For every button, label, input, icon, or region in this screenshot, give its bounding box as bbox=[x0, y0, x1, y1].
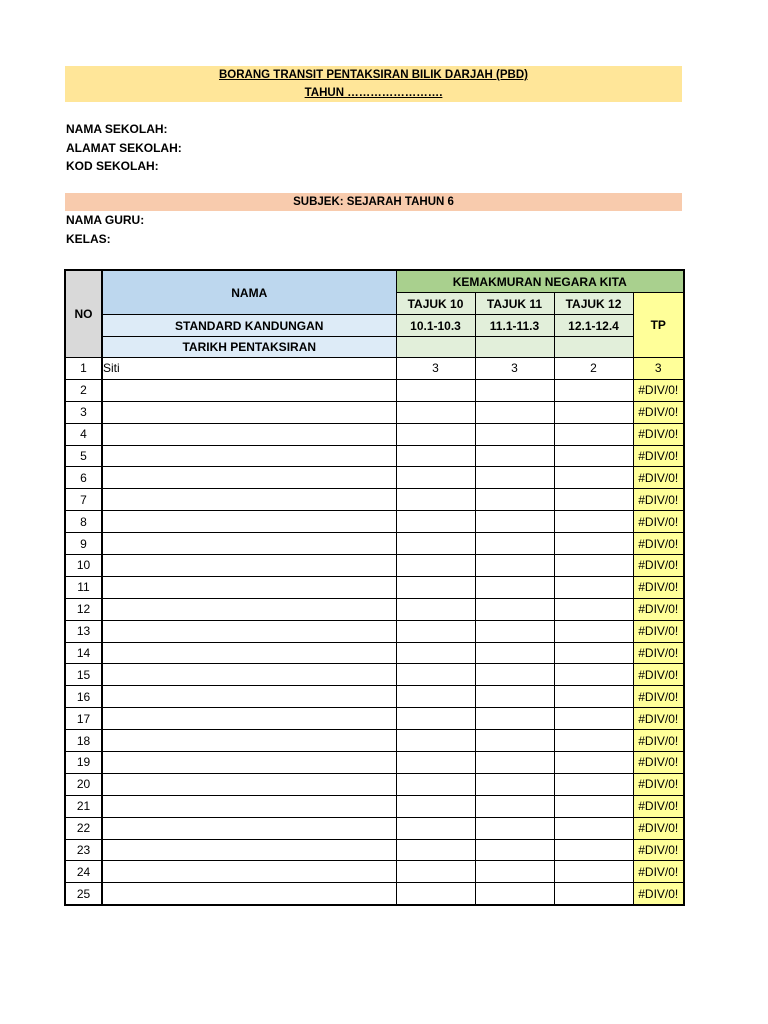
score-cell-tajuk-12[interactable] bbox=[554, 773, 633, 795]
tp-cell: #DIV/0! bbox=[633, 861, 684, 883]
student-name-cell[interactable] bbox=[102, 730, 396, 752]
score-cell-tajuk-11[interactable] bbox=[475, 401, 554, 423]
student-name-cell[interactable] bbox=[102, 752, 396, 774]
table-row bbox=[65, 401, 684, 423]
row-number: 12 bbox=[65, 598, 102, 620]
score-cell-tajuk-11[interactable] bbox=[475, 511, 554, 533]
tp-cell: #DIV/0! bbox=[633, 598, 684, 620]
score-cell-tajuk-10[interactable] bbox=[396, 795, 475, 817]
student-name-cell[interactable] bbox=[102, 423, 396, 445]
form-year: TAHUN ……………………. bbox=[304, 87, 443, 99]
student-name-cell[interactable] bbox=[102, 839, 396, 861]
score-cell-tajuk-10[interactable] bbox=[396, 817, 475, 839]
score-cell-tajuk-10[interactable] bbox=[396, 708, 475, 730]
table-row bbox=[65, 730, 684, 752]
score-cell-tajuk-10[interactable] bbox=[396, 379, 475, 401]
header-tajuk-12: TAJUK 12 bbox=[554, 293, 633, 315]
header-name: NAMA bbox=[102, 270, 396, 315]
student-name-cell[interactable] bbox=[102, 642, 396, 664]
row-number: 15 bbox=[65, 664, 102, 686]
table-row bbox=[65, 555, 684, 577]
score-cell-tajuk-11[interactable] bbox=[475, 533, 554, 555]
tp-cell: #DIV/0! bbox=[633, 620, 684, 642]
score-cell-tajuk-12[interactable] bbox=[554, 861, 633, 883]
tp-cell: #DIV/0! bbox=[633, 795, 684, 817]
table-row bbox=[65, 708, 684, 730]
tp-cell: #DIV/0! bbox=[633, 839, 684, 861]
score-cell-tajuk-11[interactable] bbox=[475, 795, 554, 817]
table-row bbox=[65, 839, 684, 861]
row-number: 3 bbox=[65, 401, 102, 423]
school-code-label: KOD SEKOLAH: bbox=[66, 159, 159, 173]
score-cell-tajuk-10[interactable] bbox=[396, 511, 475, 533]
class-label: KELAS: bbox=[66, 231, 111, 246]
score-cell-tajuk-11[interactable] bbox=[475, 664, 554, 686]
form-title: BORANG TRANSIT PENTAKSIRAN BILIK DARJAH (PBD) bbox=[218, 69, 528, 81]
student-name-cell[interactable] bbox=[102, 817, 396, 839]
score-cell-tajuk-11[interactable] bbox=[475, 379, 554, 401]
header-date: TARIKH PENTAKSIRAN bbox=[102, 337, 396, 358]
tp-cell: #DIV/0! bbox=[633, 752, 684, 774]
score-cell-tajuk-11[interactable] bbox=[475, 423, 554, 445]
tp-cell: #DIV/0! bbox=[633, 883, 684, 905]
row-number: 6 bbox=[65, 467, 102, 489]
tp-cell: #DIV/0! bbox=[633, 445, 684, 467]
score-cell-tajuk-11[interactable] bbox=[475, 861, 554, 883]
table-row bbox=[65, 358, 684, 380]
student-name-cell[interactable]: Siti bbox=[102, 358, 396, 380]
row-number: 4 bbox=[65, 423, 102, 445]
score-cell-tajuk-12[interactable] bbox=[554, 730, 633, 752]
header-code-12: 12.1-12.4 bbox=[554, 315, 633, 337]
student-name-cell[interactable] bbox=[102, 883, 396, 905]
school-name-label: NAMA SEKOLAH: bbox=[66, 122, 168, 136]
score-cell-tajuk-11[interactable] bbox=[475, 445, 554, 467]
row-number: 14 bbox=[65, 642, 102, 664]
table-row bbox=[65, 795, 684, 817]
table-row bbox=[65, 773, 684, 795]
table-row bbox=[65, 752, 684, 774]
student-name-cell[interactable] bbox=[102, 467, 396, 489]
header-tp: TP bbox=[633, 293, 684, 358]
table-row bbox=[65, 686, 684, 708]
row-number: 19 bbox=[65, 752, 102, 774]
score-cell-tajuk-10[interactable] bbox=[396, 576, 475, 598]
score-cell-tajuk-10[interactable] bbox=[396, 555, 475, 577]
score-cell-tajuk-10[interactable] bbox=[396, 773, 475, 795]
header-standard: STANDARD KANDUNGAN bbox=[102, 315, 396, 337]
score-cell-tajuk-10[interactable]: 3 bbox=[396, 358, 475, 380]
row-number: 17 bbox=[65, 708, 102, 730]
school-info bbox=[66, 120, 182, 176]
header-code-11: 11.1-11.3 bbox=[475, 315, 554, 337]
score-cell-tajuk-10[interactable] bbox=[396, 686, 475, 708]
student-name-cell[interactable] bbox=[102, 773, 396, 795]
score-cell-tajuk-12[interactable] bbox=[554, 555, 633, 577]
score-cell-tajuk-11[interactable] bbox=[475, 883, 554, 905]
row-number: 24 bbox=[65, 861, 102, 883]
table-row bbox=[65, 533, 684, 555]
score-cell-tajuk-12[interactable] bbox=[554, 839, 633, 861]
tp-cell: #DIV/0! bbox=[633, 555, 684, 577]
student-name-cell[interactable] bbox=[102, 708, 396, 730]
row-number: 2 bbox=[65, 379, 102, 401]
teacher-name-label: NAMA GURU: bbox=[66, 213, 145, 227]
row-number: 8 bbox=[65, 511, 102, 533]
score-cell-tajuk-10[interactable] bbox=[396, 642, 475, 664]
score-cell-tajuk-11[interactable] bbox=[475, 730, 554, 752]
header-tajuk-11: TAJUK 11 bbox=[475, 293, 554, 315]
score-cell-tajuk-11[interactable] bbox=[475, 576, 554, 598]
table-row bbox=[65, 620, 684, 642]
score-cell-tajuk-10[interactable] bbox=[396, 423, 475, 445]
tp-cell: #DIV/0! bbox=[633, 533, 684, 555]
student-name-cell[interactable] bbox=[102, 861, 396, 883]
tp-cell: 3 bbox=[633, 358, 684, 380]
subject-label: SUBJEK: SEJARAH TAHUN 6 bbox=[293, 196, 454, 208]
score-cell-tajuk-11[interactable] bbox=[475, 489, 554, 511]
tp-cell: #DIV/0! bbox=[633, 708, 684, 730]
row-number: 16 bbox=[65, 686, 102, 708]
table-row bbox=[65, 861, 684, 883]
row-number: 13 bbox=[65, 620, 102, 642]
score-cell-tajuk-12[interactable] bbox=[554, 489, 633, 511]
score-cell-tajuk-10[interactable] bbox=[396, 839, 475, 861]
header-code-10: 10.1-10.3 bbox=[396, 315, 475, 337]
row-number: 11 bbox=[65, 576, 102, 598]
score-cell-tajuk-12[interactable] bbox=[554, 620, 633, 642]
score-cell-tajuk-12[interactable] bbox=[554, 511, 633, 533]
table-row bbox=[65, 423, 684, 445]
score-cell-tajuk-11[interactable] bbox=[475, 467, 554, 489]
score-cell-tajuk-12[interactable] bbox=[554, 401, 633, 423]
tp-cell: #DIV/0! bbox=[633, 730, 684, 752]
tp-cell: #DIV/0! bbox=[633, 489, 684, 511]
student-name-cell[interactable] bbox=[102, 489, 396, 511]
tp-cell: #DIV/0! bbox=[633, 401, 684, 423]
row-number: 23 bbox=[65, 839, 102, 861]
tp-cell: #DIV/0! bbox=[633, 686, 684, 708]
score-cell-tajuk-12[interactable] bbox=[554, 423, 633, 445]
score-cell-tajuk-12[interactable] bbox=[554, 795, 633, 817]
teacher-info bbox=[66, 211, 144, 248]
row-number: 18 bbox=[65, 730, 102, 752]
date-cell-11[interactable] bbox=[475, 337, 554, 358]
score-cell-tajuk-12[interactable]: 2 bbox=[554, 358, 633, 380]
student-name-cell[interactable] bbox=[102, 511, 396, 533]
student-name-cell[interactable] bbox=[102, 555, 396, 577]
header-tajuk-10: TAJUK 10 bbox=[396, 293, 475, 315]
table-row bbox=[65, 445, 684, 467]
table-row bbox=[65, 511, 684, 533]
row-number: 1 bbox=[65, 358, 102, 380]
score-cell-tajuk-11[interactable] bbox=[475, 642, 554, 664]
table-row bbox=[65, 379, 684, 401]
header-no: NO bbox=[65, 270, 102, 358]
school-address-label: ALAMAT SEKOLAH: bbox=[66, 140, 182, 155]
score-cell-tajuk-11[interactable] bbox=[475, 839, 554, 861]
score-cell-tajuk-10[interactable] bbox=[396, 401, 475, 423]
score-cell-tajuk-10[interactable] bbox=[396, 883, 475, 905]
table-row bbox=[65, 883, 684, 905]
score-cell-tajuk-11[interactable] bbox=[475, 620, 554, 642]
score-cell-tajuk-12[interactable] bbox=[554, 752, 633, 774]
date-cell-10[interactable] bbox=[396, 337, 475, 358]
assessment-table bbox=[64, 269, 685, 906]
student-name-cell[interactable] bbox=[102, 620, 396, 642]
table-row bbox=[65, 664, 684, 686]
score-cell-tajuk-10[interactable] bbox=[396, 489, 475, 511]
row-number: 25 bbox=[65, 883, 102, 905]
table-row bbox=[65, 642, 684, 664]
score-cell-tajuk-10[interactable] bbox=[396, 445, 475, 467]
student-name-cell[interactable] bbox=[102, 576, 396, 598]
student-name-cell[interactable] bbox=[102, 445, 396, 467]
header-topic-group: KEMAKMURAN NEGARA KITA bbox=[396, 270, 684, 293]
score-cell-tajuk-12[interactable] bbox=[554, 883, 633, 905]
score-cell-tajuk-11[interactable]: 3 bbox=[475, 358, 554, 380]
score-cell-tajuk-12[interactable] bbox=[554, 664, 633, 686]
table-row bbox=[65, 489, 684, 511]
student-name-cell[interactable] bbox=[102, 533, 396, 555]
row-number: 9 bbox=[65, 533, 102, 555]
row-number: 10 bbox=[65, 555, 102, 577]
score-cell-tajuk-10[interactable] bbox=[396, 752, 475, 774]
row-number: 5 bbox=[65, 445, 102, 467]
row-number: 20 bbox=[65, 773, 102, 795]
subject-band bbox=[65, 193, 682, 211]
score-cell-tajuk-12[interactable] bbox=[554, 642, 633, 664]
row-number: 22 bbox=[65, 817, 102, 839]
score-cell-tajuk-11[interactable] bbox=[475, 686, 554, 708]
score-cell-tajuk-12[interactable] bbox=[554, 817, 633, 839]
table-row bbox=[65, 576, 684, 598]
score-cell-tajuk-12[interactable] bbox=[554, 445, 633, 467]
score-cell-tajuk-10[interactable] bbox=[396, 861, 475, 883]
tp-cell: #DIV/0! bbox=[633, 467, 684, 489]
score-cell-tajuk-11[interactable] bbox=[475, 773, 554, 795]
student-name-cell[interactable] bbox=[102, 686, 396, 708]
student-name-cell[interactable] bbox=[102, 401, 396, 423]
score-cell-tajuk-12[interactable] bbox=[554, 598, 633, 620]
score-cell-tajuk-12[interactable] bbox=[554, 467, 633, 489]
student-name-cell[interactable] bbox=[102, 598, 396, 620]
score-cell-tajuk-12[interactable] bbox=[554, 708, 633, 730]
table-row bbox=[65, 598, 684, 620]
student-name-cell[interactable] bbox=[102, 664, 396, 686]
date-cell-12[interactable] bbox=[554, 337, 633, 358]
score-cell-tajuk-10[interactable] bbox=[396, 664, 475, 686]
score-cell-tajuk-10[interactable] bbox=[396, 533, 475, 555]
tp-cell: #DIV/0! bbox=[633, 576, 684, 598]
form-title-band bbox=[65, 66, 682, 102]
score-cell-tajuk-10[interactable] bbox=[396, 598, 475, 620]
row-number: 7 bbox=[65, 489, 102, 511]
score-cell-tajuk-10[interactable] bbox=[396, 467, 475, 489]
tp-cell: #DIV/0! bbox=[633, 423, 684, 445]
tp-cell: #DIV/0! bbox=[633, 379, 684, 401]
score-cell-tajuk-11[interactable] bbox=[475, 598, 554, 620]
row-number: 21 bbox=[65, 795, 102, 817]
table-row bbox=[65, 817, 684, 839]
score-cell-tajuk-10[interactable] bbox=[396, 620, 475, 642]
score-cell-tajuk-12[interactable] bbox=[554, 686, 633, 708]
tp-cell: #DIV/0! bbox=[633, 664, 684, 686]
score-cell-tajuk-10[interactable] bbox=[396, 730, 475, 752]
score-cell-tajuk-11[interactable] bbox=[475, 817, 554, 839]
tp-cell: #DIV/0! bbox=[633, 817, 684, 839]
score-cell-tajuk-12[interactable] bbox=[554, 533, 633, 555]
tp-cell: #DIV/0! bbox=[633, 511, 684, 533]
tp-cell: #DIV/0! bbox=[633, 642, 684, 664]
table-row bbox=[65, 467, 684, 489]
student-name-cell[interactable] bbox=[102, 379, 396, 401]
student-name-cell[interactable] bbox=[102, 795, 396, 817]
score-cell-tajuk-11[interactable] bbox=[475, 752, 554, 774]
score-cell-tajuk-12[interactable] bbox=[554, 576, 633, 598]
score-cell-tajuk-11[interactable] bbox=[475, 708, 554, 730]
score-cell-tajuk-12[interactable] bbox=[554, 379, 633, 401]
score-cell-tajuk-11[interactable] bbox=[475, 555, 554, 577]
tp-cell: #DIV/0! bbox=[633, 773, 684, 795]
